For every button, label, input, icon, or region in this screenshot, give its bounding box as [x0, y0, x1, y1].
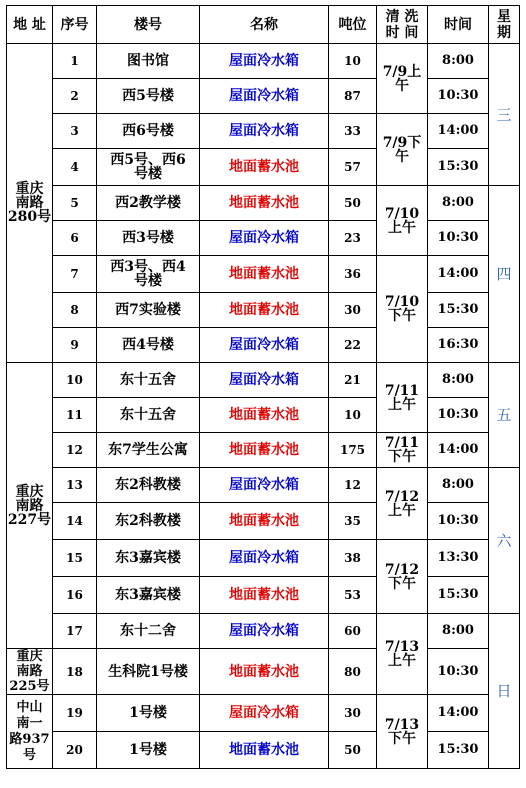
facility-name: 屋面冷水箱 — [200, 695, 329, 732]
header-cleaning-date: 清 洗 时 间 — [377, 6, 428, 44]
row-index: 14 — [53, 503, 97, 540]
header-row — [7, 6, 520, 44]
row-index: 11 — [53, 398, 97, 433]
building-cell: 东3嘉宾楼 — [97, 577, 200, 614]
tonnage-cell: 30 — [329, 695, 377, 732]
table-row — [7, 614, 520, 649]
row-index: 3 — [53, 114, 97, 149]
time-cell: 8:00 — [428, 186, 489, 221]
row-index: 12 — [53, 433, 97, 468]
row-index: 16 — [53, 577, 97, 614]
building-cell: 东2科教楼 — [97, 468, 200, 503]
facility-name: 屋面冷水箱 — [200, 79, 329, 114]
table-row — [7, 114, 520, 149]
weekday-cell: 六 — [489, 468, 520, 614]
facility-name: 屋面冷水箱 — [200, 328, 329, 363]
tonnage-cell: 175 — [329, 433, 377, 468]
date-cell: 7/12 上午 — [377, 468, 428, 540]
facility-name: 屋面冷水箱 — [200, 114, 329, 149]
tonnage-cell: 57 — [329, 149, 377, 186]
building-cell — [97, 149, 200, 186]
time-cell: 10:30 — [428, 398, 489, 433]
building-cell: 西7实验楼 — [97, 293, 200, 328]
time-cell: 8:00 — [428, 44, 489, 79]
building-line: 号楼 — [134, 273, 162, 289]
building-cell — [97, 256, 200, 293]
row-index: 5 — [53, 186, 97, 221]
building-cell: 东3嘉宾楼 — [97, 540, 200, 577]
row-index: 7 — [53, 256, 97, 293]
header-tonnage: 吨位 — [329, 6, 377, 44]
tonnage-cell: 22 — [329, 328, 377, 363]
tonnage-cell: 60 — [329, 614, 377, 649]
table-row — [7, 540, 520, 577]
tonnage-cell: 30 — [329, 293, 377, 328]
time-cell: 14:00 — [428, 256, 489, 293]
date-cell: 7/13 上午 — [377, 614, 428, 695]
row-index: 2 — [53, 79, 97, 114]
time-cell: 10:30 — [428, 221, 489, 256]
facility-name: 地面蓄水池 — [200, 503, 329, 540]
time-cell: 13:30 — [428, 540, 489, 577]
facility-name: 屋面冷水箱 — [200, 540, 329, 577]
building-cell: 西6号楼 — [97, 114, 200, 149]
building-cell: 1号楼 — [97, 732, 200, 769]
time-cell: 10:30 — [428, 79, 489, 114]
header-name: 名称 — [200, 6, 329, 44]
address-cell: 重庆 南路 227号 — [7, 363, 53, 649]
facility-name: 屋面冷水箱 — [200, 363, 329, 398]
table-row — [7, 293, 520, 328]
table-row — [7, 363, 520, 398]
tonnage-cell: 23 — [329, 221, 377, 256]
building-cell: 东7学生公寓 — [97, 433, 200, 468]
time-cell: 8:00 — [428, 363, 489, 398]
time-cell: 15:30 — [428, 732, 489, 769]
facility-name: 屋面冷水箱 — [200, 221, 329, 256]
tonnage-cell: 87 — [329, 79, 377, 114]
tonnage-cell: 50 — [329, 732, 377, 769]
date-cell: 7/12 下午 — [377, 540, 428, 614]
table-row — [7, 398, 520, 433]
date-cell: 7/11 上午 — [377, 363, 428, 433]
weekday-cell: 四 — [489, 186, 520, 363]
table-row — [7, 186, 520, 221]
table-row — [7, 649, 520, 695]
facility-name: 地面蓄水池 — [200, 649, 329, 695]
building-cell: 东十五舍 — [97, 363, 200, 398]
table-row — [7, 328, 520, 363]
facility-name: 屋面冷水箱 — [200, 468, 329, 503]
building-cell: 东十五舍 — [97, 398, 200, 433]
row-index: 10 — [53, 363, 97, 398]
table-row — [7, 577, 520, 614]
facility-name: 地面蓄水池 — [200, 433, 329, 468]
date-cell: 7/11 下午 — [377, 433, 428, 468]
header-time: 时间 — [428, 6, 489, 44]
time-cell: 10:30 — [428, 649, 489, 695]
building-line: 号楼 — [134, 166, 162, 182]
building-line: 西5号、西6 — [110, 152, 186, 168]
tonnage-cell: 38 — [329, 540, 377, 577]
table-row — [7, 732, 520, 769]
building-cell: 东2科教楼 — [97, 503, 200, 540]
building-cell: 生科院1号楼 — [97, 649, 200, 695]
tonnage-cell: 35 — [329, 503, 377, 540]
row-index: 20 — [53, 732, 97, 769]
date-cell: 7/10 下午 — [377, 256, 428, 363]
row-index: 8 — [53, 293, 97, 328]
tonnage-cell: 36 — [329, 256, 377, 293]
weekday-cell: 五 — [489, 363, 520, 468]
table-row — [7, 256, 520, 293]
header-index: 序号 — [53, 6, 97, 44]
weekday-cell: 三 — [489, 44, 520, 186]
time-cell: 14:00 — [428, 695, 489, 732]
facility-name: 屋面冷水箱 — [200, 44, 329, 79]
date-cell: 7/9上 午 — [377, 44, 428, 114]
row-index: 19 — [53, 695, 97, 732]
weekday-cell: 日 — [489, 614, 520, 769]
tonnage-cell: 33 — [329, 114, 377, 149]
date-cell: 7/10 上午 — [377, 186, 428, 256]
address-cell: 重庆 南路 225号 — [7, 649, 53, 695]
facility-name: 地面蓄水池 — [200, 732, 329, 769]
time-cell: 14:00 — [428, 114, 489, 149]
building-cell: 西2教学楼 — [97, 186, 200, 221]
date-cell: 7/9下 午 — [377, 114, 428, 186]
row-index: 17 — [53, 614, 97, 649]
facility-name: 地面蓄水池 — [200, 398, 329, 433]
tonnage-cell: 10 — [329, 44, 377, 79]
header-address: 地 址 — [7, 6, 53, 44]
table-row — [7, 44, 520, 79]
facility-name: 屋面冷水箱 — [200, 614, 329, 649]
cleaning-schedule-table — [6, 5, 520, 769]
row-index: 4 — [53, 149, 97, 186]
building-cell: 西4号楼 — [97, 328, 200, 363]
row-index: 18 — [53, 649, 97, 695]
time-cell: 15:30 — [428, 149, 489, 186]
building-line: 西3号、西4 — [110, 259, 186, 275]
tonnage-cell: 53 — [329, 577, 377, 614]
address-cell: 中山 南一 路937 号 — [7, 695, 53, 769]
facility-name: 地面蓄水池 — [200, 256, 329, 293]
building-cell: 西3号楼 — [97, 221, 200, 256]
tonnage-cell: 80 — [329, 649, 377, 695]
building-cell: 1号楼 — [97, 695, 200, 732]
header-weekday: 星 期 — [489, 6, 520, 44]
table-row — [7, 503, 520, 540]
tonnage-cell: 50 — [329, 186, 377, 221]
facility-name: 地面蓄水池 — [200, 577, 329, 614]
time-cell: 15:30 — [428, 293, 489, 328]
row-index: 1 — [53, 44, 97, 79]
row-index: 9 — [53, 328, 97, 363]
table-row — [7, 433, 520, 468]
time-cell: 16:30 — [428, 328, 489, 363]
tonnage-cell: 12 — [329, 468, 377, 503]
table-row — [7, 468, 520, 503]
row-index: 15 — [53, 540, 97, 577]
tonnage-cell: 10 — [329, 398, 377, 433]
table-row — [7, 149, 520, 186]
facility-name: 地面蓄水池 — [200, 149, 329, 186]
time-cell: 15:30 — [428, 577, 489, 614]
facility-name: 地面蓄水池 — [200, 293, 329, 328]
building-cell: 东十二舍 — [97, 614, 200, 649]
facility-name: 地面蓄水池 — [200, 186, 329, 221]
time-cell: 10:30 — [428, 503, 489, 540]
row-index: 6 — [53, 221, 97, 256]
building-cell: 西5号楼 — [97, 79, 200, 114]
building-cell: 图书馆 — [97, 44, 200, 79]
time-cell: 14:00 — [428, 433, 489, 468]
table-row — [7, 79, 520, 114]
header-building: 楼号 — [97, 6, 200, 44]
time-cell: 8:00 — [428, 614, 489, 649]
table-row — [7, 221, 520, 256]
date-cell: 7/13 下午 — [377, 695, 428, 769]
tonnage-cell: 21 — [329, 363, 377, 398]
address-cell: 重庆 南路 280号 — [7, 44, 53, 363]
row-index: 13 — [53, 468, 97, 503]
table-row — [7, 695, 520, 732]
time-cell: 8:00 — [428, 468, 489, 503]
